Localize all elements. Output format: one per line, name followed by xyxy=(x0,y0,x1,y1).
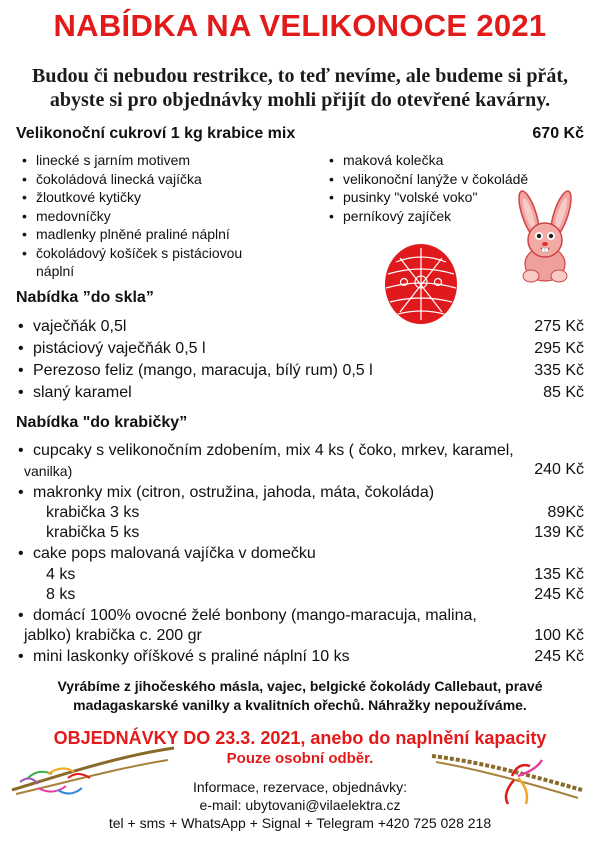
bullet: • xyxy=(18,607,24,624)
option-label: 4 ks xyxy=(46,566,76,583)
contact-heading: Informace, rezervace, objednávky: xyxy=(193,779,407,795)
subtitle xyxy=(0,64,600,112)
orders-deadline: OBJEDNÁVKY DO 23.3. 2021, anebo do naplnění kapacity xyxy=(53,728,547,748)
list-item: • čokoládový košíček s pistáciovou xyxy=(20,244,320,263)
table-row xyxy=(46,504,584,526)
option-label: krabička 3 ks xyxy=(46,504,140,521)
cookies-left-list xyxy=(20,151,320,262)
cookies-heading: Velikonoční cukroví 1 kg krabice mix xyxy=(16,125,296,142)
item-price: 245 Kč xyxy=(534,586,584,603)
item-price: 240 Kč xyxy=(534,461,584,478)
quality-note xyxy=(20,677,580,715)
bullet: • xyxy=(18,384,24,401)
list-item: • maková kolečka xyxy=(327,151,577,170)
item-price: 275 Kč xyxy=(534,318,584,335)
table-row xyxy=(16,340,584,362)
option-label: krabička 5 ks xyxy=(46,524,140,541)
item-price: 295 Kč xyxy=(534,340,584,357)
item-price: 245 Kč xyxy=(534,648,584,665)
subtitle-line-2: abyste si pro objednávky mohli přijít do otevřené kavárny. xyxy=(49,89,551,111)
table-row xyxy=(16,545,584,567)
note-line-2: madagaskarské vanilky a kvalitních ořechů. Náhražky nepoužíváme. xyxy=(73,697,527,713)
list-item: • žloutkové kytičky xyxy=(20,188,320,207)
bullet: • xyxy=(18,442,24,459)
table-row xyxy=(46,566,584,588)
list-item: • perníkový zajíček xyxy=(327,207,577,226)
list-item: • madlenky plněné praliné náplní xyxy=(20,225,320,244)
table-row xyxy=(46,524,584,546)
bullet: • xyxy=(18,318,24,335)
item-name: makronky mix (citron, ostružina, jahoda, máta, čokoláda) xyxy=(33,484,435,501)
item-name: cupcaky s velikonočním zdobením, mix 4 ks ( čoko, mrkev, karamel, xyxy=(33,442,514,459)
item-price: 85 Kč xyxy=(543,384,584,401)
item-price: 139 Kč xyxy=(534,524,584,541)
subtitle-line-1: Budou či nebudou restrikce, to teď nevíme, ale budeme si přát, xyxy=(32,65,568,87)
list-item: • linecké s jarním motivem xyxy=(20,151,320,170)
table-row xyxy=(46,586,584,608)
item-name-cont: vanilka) xyxy=(24,463,73,479)
list-item: • velikonoční lanýže v čokoládě xyxy=(327,170,577,189)
item-name: slaný karamel xyxy=(33,384,132,401)
table-row xyxy=(16,607,584,629)
bullet: • xyxy=(18,545,24,562)
cookies-price: 670 Kč xyxy=(532,125,584,142)
table-row xyxy=(16,318,584,340)
item-name: vaječňák 0,5l xyxy=(33,318,127,335)
bullet: • xyxy=(18,648,24,665)
list-item-continuation: náplní xyxy=(36,263,75,279)
box-heading: Nabídka "do krabičky” xyxy=(16,414,188,431)
item-name-cont: jablko) krabička c. 200 gr xyxy=(24,627,202,644)
table-row xyxy=(24,627,584,649)
table-row xyxy=(16,362,584,384)
item-price: 100 Kč xyxy=(534,627,584,644)
item-name: pistáciový vaječňák 0,5 l xyxy=(33,340,206,357)
list-item: • čokoládová linecká vajíčka xyxy=(20,170,320,189)
table-row xyxy=(16,484,584,506)
note-line-1: Vyrábíme z jihočeského másla, vajec, belgické čokolády Callebaut, pravé xyxy=(57,678,543,694)
painted-egg-icon xyxy=(380,238,462,328)
item-price: 135 Kč xyxy=(534,566,584,583)
item-price: 89Kč xyxy=(547,504,584,521)
list-item: • pusinky "volské voko" xyxy=(327,188,577,207)
bullet: • xyxy=(18,362,24,379)
item-name: domácí 100% ovocné želé bonbony (mango-maracuja, malina, xyxy=(33,607,477,624)
item-name: mini laskonky oříškové s praliné náplní 10 ks xyxy=(33,648,350,665)
table-row xyxy=(24,461,584,483)
glass-heading: Nabídka ”do skla” xyxy=(16,289,154,306)
table-row xyxy=(16,384,584,406)
pickup-note: Pouze osobní odběr. xyxy=(226,750,374,767)
contact-phone[interactable]: tel + sms + WhatsApp + Signal + Telegram +420 725 028 218 xyxy=(108,815,492,831)
easter-bunny-icon xyxy=(505,188,585,284)
contact-email[interactable]: e-mail: ubytovani@vilaelektra.cz xyxy=(199,797,401,813)
item-price: 335 Kč xyxy=(534,362,584,379)
table-row xyxy=(16,648,584,670)
item-name: cake pops malovaná vajíčka v domečku xyxy=(33,545,316,562)
bullet: • xyxy=(18,340,24,357)
bullet: • xyxy=(18,484,24,501)
list-item: • medovníčky xyxy=(20,207,320,226)
option-label: 8 ks xyxy=(46,586,76,603)
item-name: Perezoso feliz (mango, maracuja, bílý rum) 0,5 l xyxy=(33,362,373,379)
page-title: NABÍDKA NA VELIKONOCE 2021 xyxy=(53,8,547,43)
